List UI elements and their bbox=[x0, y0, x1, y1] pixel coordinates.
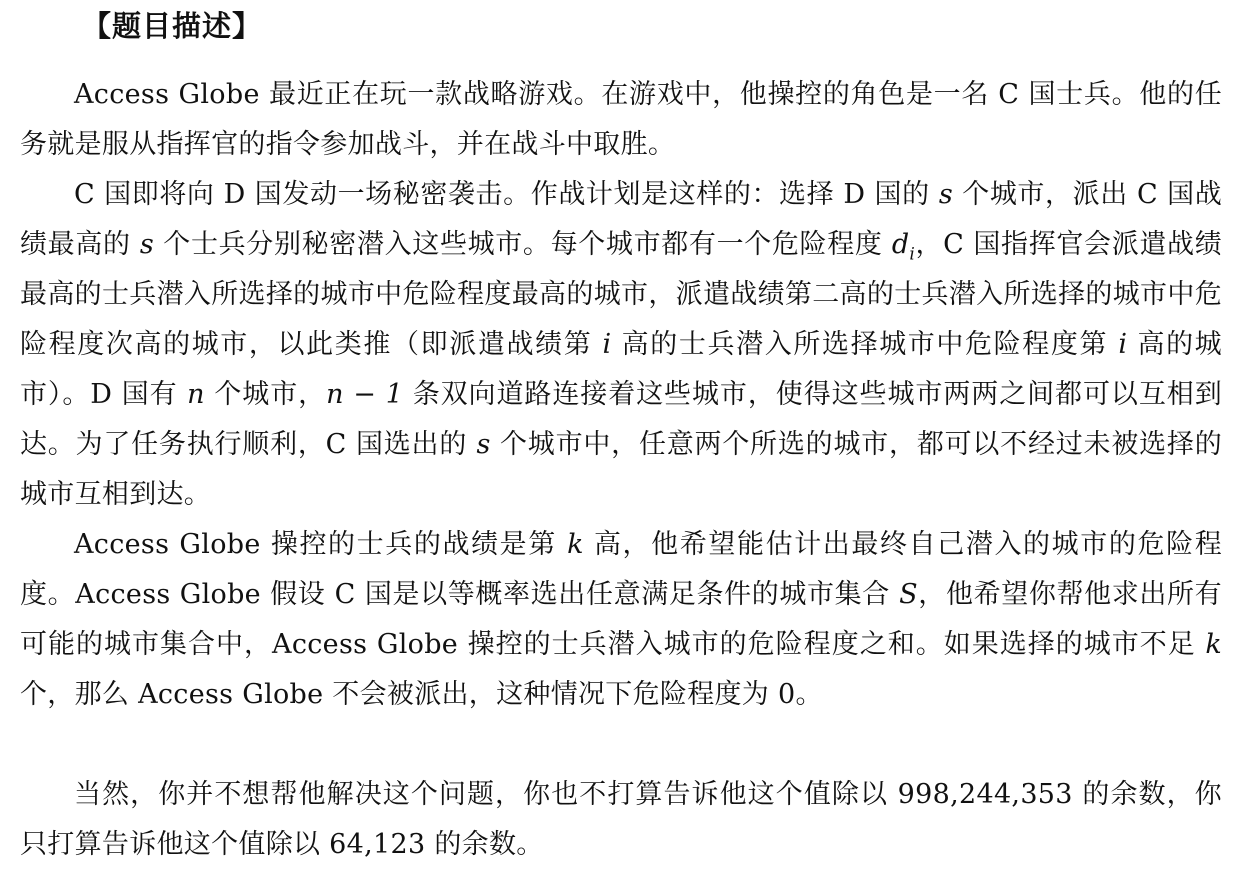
text-run: 个士兵分别秘密潜入这些城市。每个城市都有一个危险程度 bbox=[154, 229, 892, 260]
math-variable: i bbox=[1118, 329, 1128, 360]
math-variable: k bbox=[567, 529, 584, 560]
text-run: 个城市中，任意两个所选的城市，都可以不经过未被选择的城市互相到达。 bbox=[20, 429, 1222, 510]
text-run: Access Globe 最近正在玩一款战略游戏。在游戏中，他操控的角色是一名 C 国士兵。他的任务就是服从指挥官的指令参加战斗，并在战斗中取胜。 bbox=[20, 79, 1222, 160]
paragraph-task bbox=[20, 520, 1222, 720]
text-run: 个，那么 Access Globe 不会被派出，这种情况下危险程度为 0。 bbox=[20, 679, 823, 710]
text-run: ，C 国指挥官会派遣战绩最高的士兵潜入所选择的城市中危险程度最高的城市，派遣战绩第二高的士兵潜入所选择的城市中危险程度次高的城市，以此类推（即派遣战绩第 bbox=[20, 229, 1222, 360]
text-run: 高，他希望能估计出最终自己潜入的城市的危险程度。Access Globe 假设 C 国是以等概率选出任意满足条件的城市集合 bbox=[20, 529, 1222, 610]
math-variable: s bbox=[139, 229, 155, 260]
paragraph-intro bbox=[20, 70, 1222, 170]
math-variable: i bbox=[602, 329, 612, 360]
text-run: 条双向道路连接着这些城市，使得这些城市两两之间都可以互相到达。为了任务执行顺利，C 国选出的 bbox=[20, 379, 1222, 460]
math-variable: s bbox=[938, 179, 954, 210]
section-title: 【题目描述】 bbox=[82, 9, 263, 43]
text-run: Access Globe 操控的士兵的战绩是第 bbox=[74, 529, 568, 560]
text-run: C 国即将向 D 国发动一场秘密袭击。作战计划是这样的：选择 D 国的 bbox=[74, 179, 939, 210]
math-variable: k bbox=[1205, 629, 1222, 660]
text-run: 个城市， bbox=[204, 379, 327, 410]
math-variable-subscripted bbox=[891, 229, 916, 265]
text-run: 当然，你并不想帮他解决这个问题，你也不打算告诉他这个值除以 998,244,353 的余数，你只打算告诉他这个值除以 64,123 的余数。 bbox=[20, 779, 1222, 860]
text-run: ，他希望你帮他求出所有可能的城市集合中，Access Globe 操控的士兵潜入城市的危险程度之和。如果选择的城市不足 bbox=[20, 579, 1222, 660]
text-run: 个城市，派出 C 国战绩最高的 bbox=[20, 179, 1222, 260]
math-variable: s bbox=[476, 429, 491, 460]
text-run: 高的城市）。D 国有 bbox=[20, 329, 1222, 410]
math-variable: n bbox=[187, 379, 205, 410]
paragraph-plan bbox=[20, 170, 1222, 520]
math-variable: n − 1 bbox=[326, 379, 404, 410]
math-variable: S bbox=[899, 579, 918, 610]
paragraph-modulus bbox=[20, 770, 1222, 870]
math-variable: d bbox=[891, 229, 910, 260]
math-subscript: i bbox=[909, 244, 916, 265]
text-run: 高的士兵潜入所选择城市中危险程度第 bbox=[611, 329, 1119, 360]
